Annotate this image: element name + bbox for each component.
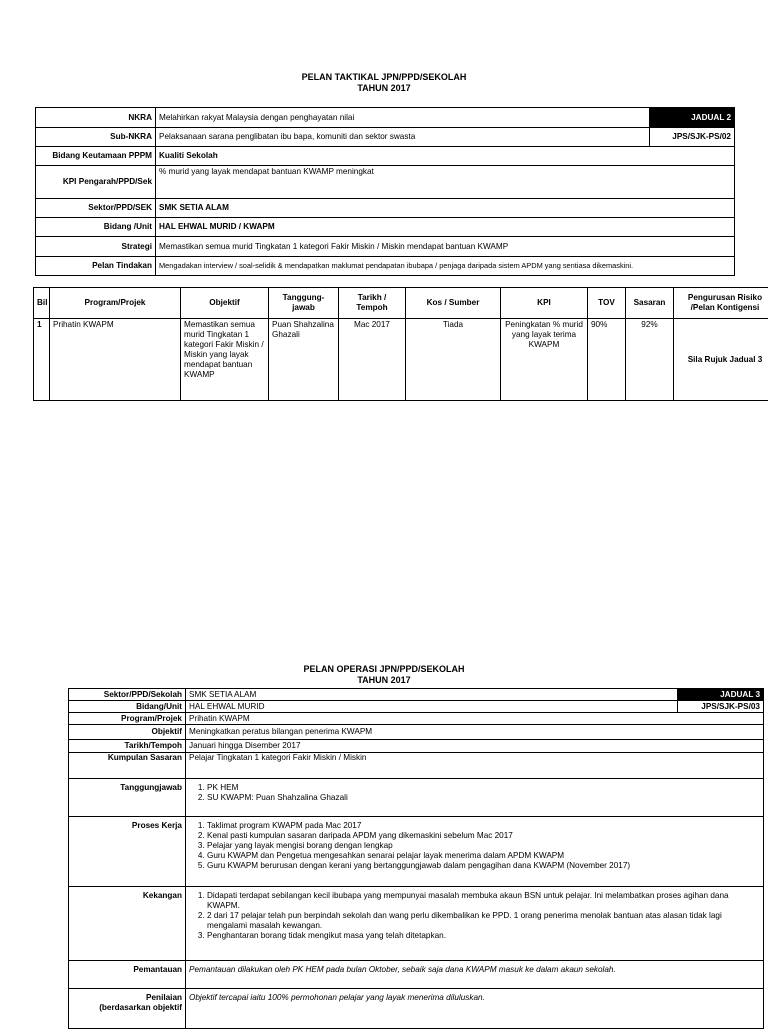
doc2-row-kekangan bbox=[69, 887, 764, 961]
doc2-row-tanggungjawab bbox=[69, 779, 764, 817]
doc2-row-kumpulan bbox=[69, 753, 764, 779]
doc1-row-subnkra bbox=[36, 128, 735, 147]
doc1-doc-code: JPS/SJK-PS/02 bbox=[650, 128, 735, 147]
doc2-row-program bbox=[69, 713, 764, 725]
header-objektif: Objektif bbox=[181, 288, 269, 319]
cell-risiko: Sila Rujuk Jadual 3 bbox=[674, 319, 768, 401]
doc2-label-tanggungjawab: Tanggungjawab bbox=[69, 779, 186, 817]
doc2-value-penilaian: Objektif tercapai iaitu 100% permohonan pelajar yang layak menerima diluluskan. bbox=[186, 989, 764, 1029]
list-item: 5. Guru KWAPM berurusan dengan kerani yang bertanggungjawab dalam pengagihan dana KWAPM (November 2017) bbox=[207, 861, 760, 871]
doc2-row-tarikh bbox=[69, 740, 764, 753]
header-sasaran: Sasaran bbox=[626, 288, 674, 319]
kekangan-list bbox=[189, 891, 760, 941]
tanggungjawab-list bbox=[189, 783, 760, 803]
doc1-label-kpi: KPI Pengarah/PPD/Sek bbox=[36, 166, 156, 199]
list-item: 3. Pelajar yang layak mengisi borang dengan lengkap bbox=[207, 841, 760, 851]
header-program: Program/Projek bbox=[50, 288, 181, 319]
doc2-title bbox=[0, 664, 768, 686]
doc2-row-pemantauan bbox=[69, 961, 764, 989]
doc1-program-table bbox=[33, 287, 768, 401]
doc1-label-nkra: NKRA bbox=[36, 108, 156, 128]
doc1-title-line2: TAHUN 2017 bbox=[0, 83, 768, 94]
doc2-row-proses bbox=[69, 817, 764, 887]
list-item: 1. Taklimat program KWAPM pada Mac 2017 bbox=[207, 821, 760, 831]
doc1-label-strategi: Strategi bbox=[36, 237, 156, 257]
doc2-title-line1: PELAN OPERASI JPN/PPD/SEKOLAH bbox=[0, 664, 768, 675]
cell-kos: Tiada bbox=[406, 319, 501, 401]
list-item: 1. Didapati terdapat sebilangan kecil ibubapa yang mempunyai masalah membuka akaun BSN untuk pelajar. Ini melambatkan proses agihan dana KWAPM. bbox=[207, 891, 760, 911]
list-item: 2. Kenal pasti kumpulan sasaran daripada APDM yang dikemaskini sebelum Mac 2017 bbox=[207, 831, 760, 841]
header-kos: Kos / Sumber bbox=[406, 288, 501, 319]
doc2-value-sektor: SMK SETIA ALAM bbox=[186, 689, 678, 701]
doc2-operation-table bbox=[68, 688, 764, 1029]
doc1-label-sektor: Sektor/PPD/SEK bbox=[36, 199, 156, 218]
doc2-label-proses: Proses Kerja bbox=[69, 817, 186, 887]
doc1-label-subnkra: Sub-NKRA bbox=[36, 128, 156, 147]
doc2-label-sektor: Sektor/PPD/Sekolah bbox=[69, 689, 186, 701]
list-item: 4. Guru KWAPM dan Pengetua mengesahkan senarai pelajar layak menerima dalam APDM KWAPM bbox=[207, 851, 760, 861]
list-item: 1. PK HEM bbox=[207, 783, 760, 793]
cell-kpi: Peningkatan % murid yang layak terima KWAPM bbox=[501, 319, 588, 401]
cell-objektif: Memastikan semua murid Tingkatan 1 kategori Fakir Miskin / Miskin yang layak mendapat bantuan KWAMP bbox=[181, 319, 269, 401]
header-bil: Bil bbox=[34, 288, 50, 319]
doc2-value-kekangan bbox=[186, 887, 764, 961]
doc1-row-bidang-unit bbox=[36, 218, 735, 237]
doc1-row-bidang-keutamaan bbox=[36, 147, 735, 166]
doc2-label-kekangan: Kekangan bbox=[69, 887, 186, 961]
doc2-label-bidang: Bidang/Unit bbox=[69, 701, 186, 713]
doc1-table-header bbox=[34, 288, 768, 319]
cell-tanggungjawab: Puan Shahzalina Ghazali bbox=[269, 319, 339, 401]
doc1-value-bidang-unit: HAL EHWAL MURID / KWAPM bbox=[156, 218, 735, 237]
doc1-value-bidang-keutamaan: Kualiti Sekolah bbox=[156, 147, 735, 166]
doc2-row-bidang bbox=[69, 701, 764, 713]
header-kpi: KPI bbox=[501, 288, 588, 319]
doc2-label-penilaian bbox=[69, 989, 186, 1029]
doc1-value-sektor: SMK SETIA ALAM bbox=[156, 199, 735, 218]
list-item: 2. 2 dari 17 pelajar telah pun berpindah sekolah dan wang perlu dikembalikan ke PPD. 1 orang penerima menolak bantuan atas alasan tidak lagi mengalami masalah kewangan. bbox=[207, 911, 760, 931]
proses-list bbox=[189, 821, 760, 871]
table-row bbox=[34, 319, 768, 401]
cell-bil: 1 bbox=[34, 319, 50, 401]
doc2-label-objektif: Objektif bbox=[69, 725, 186, 740]
doc2-title-line2: TAHUN 2017 bbox=[0, 675, 768, 686]
penilaian-label-line1: Penilaian bbox=[72, 993, 182, 1003]
cell-tarikh: Mac 2017 bbox=[339, 319, 406, 401]
list-item: 3. Penghantaran borang tidak mengikut masa yang telah ditetapkan. bbox=[207, 931, 760, 941]
doc1-row-nkra bbox=[36, 108, 735, 128]
cell-program: Prihatin KWAPM bbox=[50, 319, 181, 401]
list-item: 2. SU KWAPM: Puan Shahzalina Ghazali bbox=[207, 793, 760, 803]
header-tov: TOV bbox=[588, 288, 626, 319]
doc1-jadual-badge: JADUAL 2 bbox=[650, 108, 735, 128]
doc1-value-kpi: % murid yang layak mendapat bantuan KWAMP meningkat bbox=[156, 166, 735, 199]
doc1-label-pelan-tindakan: Pelan Tindakan bbox=[36, 257, 156, 276]
header-tarikh: Tarikh / Tempoh bbox=[339, 288, 406, 319]
doc1-value-subnkra: Pelaksanaan sarana penglibatan ibu bapa, komuniti dan sektor swasta bbox=[156, 128, 650, 147]
doc1-value-nkra: Melahirkan rakyat Malaysia dengan penghayatan nilai bbox=[156, 108, 650, 128]
cell-tov: 90% bbox=[588, 319, 626, 401]
doc2-label-pemantauan: Pemantauan bbox=[69, 961, 186, 989]
doc1-label-bidang-unit: Bidang /Unit bbox=[36, 218, 156, 237]
penilaian-label-line2: (berdasarkan objektif bbox=[72, 1003, 182, 1013]
doc2-row-objektif bbox=[69, 725, 764, 740]
doc2-label-kumpulan: Kumpulan Sasaran bbox=[69, 753, 186, 779]
doc1-label-bidang-keutamaan: Bidang Keutamaan PPPM bbox=[36, 147, 156, 166]
cell-sasaran: 92% bbox=[626, 319, 674, 401]
doc1-row-sektor bbox=[36, 199, 735, 218]
doc2-value-objektif: Meningkatkan peratus bilangan penerima KWAPM bbox=[186, 725, 764, 740]
doc2-value-bidang: HAL EHWAL MURID bbox=[186, 701, 678, 713]
doc1-title-line1: PELAN TAKTIKAL JPN/PPD/SEKOLAH bbox=[0, 72, 768, 83]
doc2-value-tanggungjawab bbox=[186, 779, 764, 817]
doc2-row-penilaian bbox=[69, 989, 764, 1029]
doc1-value-pelan-tindakan: Mengadakan interview / soal-selidik & mendapatkan maklumat pendapatan ibubapa / penjaga daripada sistem APDM yang sentiasa dikemaskini. bbox=[156, 257, 735, 276]
doc2-label-program: Program/Projek bbox=[69, 713, 186, 725]
doc1-value-strategi: Memastikan semua murid Tingkatan 1 kategori Fakir Miskin / Miskin mendapat bantuan KWAMP bbox=[156, 237, 735, 257]
doc2-label-tarikh: Tarikh/Tempoh bbox=[69, 740, 186, 753]
doc2-value-kumpulan: Pelajar Tingkatan 1 kategori Fakir Miskin / Miskin bbox=[186, 753, 764, 779]
doc1-row-kpi bbox=[36, 166, 735, 199]
doc2-value-proses bbox=[186, 817, 764, 887]
doc2-value-program: Prihatin KWAPM bbox=[186, 713, 764, 725]
doc2-jadual-badge: JADUAL 3 bbox=[678, 689, 764, 701]
doc1-row-pelan-tindakan bbox=[36, 257, 735, 276]
doc2-value-tarikh: Januari hingga Disember 2017 bbox=[186, 740, 764, 753]
doc2-row-sektor bbox=[69, 689, 764, 701]
doc1-title bbox=[0, 72, 768, 94]
doc2-value-pemantauan: Pemantauan dilakukan oleh PK HEM pada bulan Oktober, sebaik saja dana KWAPM masuk ke dalam akaun sekolah. bbox=[186, 961, 764, 989]
doc2-doc-code: JPS/SJK-PS/03 bbox=[678, 701, 764, 713]
header-risiko: Pengurusan Risiko /Pelan Kontigensi bbox=[674, 288, 768, 319]
header-tanggungjawab: Tanggung-jawab bbox=[269, 288, 339, 319]
doc1-row-strategi bbox=[36, 237, 735, 257]
doc1-info-table bbox=[35, 107, 735, 276]
